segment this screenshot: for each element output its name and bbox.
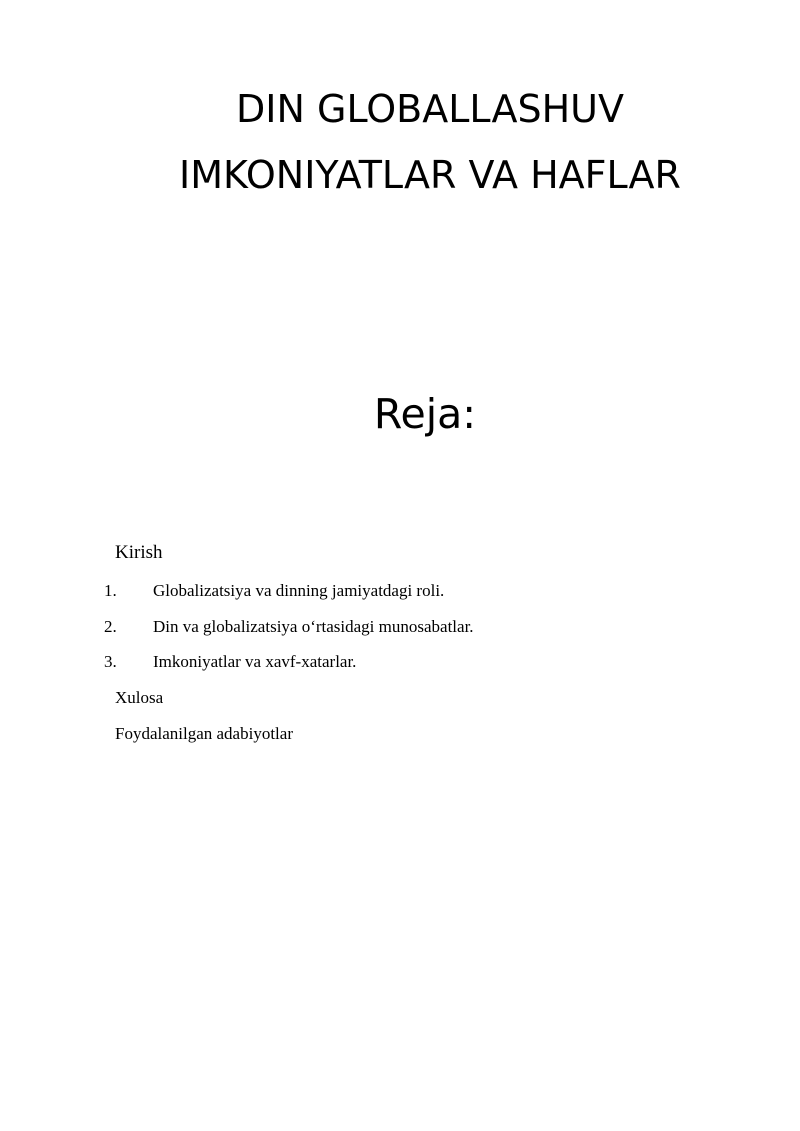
toc-item-number: 3. bbox=[104, 652, 117, 671]
toc-item bbox=[104, 652, 356, 672]
toc-references: Foydalanilgan adabiyotlar bbox=[115, 724, 293, 743]
title-line-1: DIN GLOBALLASHUV bbox=[236, 87, 624, 131]
toc-item-text: Din va globalizatsiya o‘rtasidagi munosabatlar. bbox=[153, 617, 474, 636]
toc-item bbox=[104, 617, 474, 637]
plan-heading: Reja: bbox=[373, 390, 477, 438]
title-line-2: IMKONIYATLAR VA HAFLAR bbox=[179, 153, 681, 197]
toc-intro: Kirish bbox=[115, 542, 163, 563]
toc-item bbox=[104, 581, 444, 601]
toc-conclusion: Xulosa bbox=[115, 688, 164, 707]
toc-item-text: Imkoniyatlar va xavf-xatarlar. bbox=[153, 652, 357, 671]
toc-item-number: 2. bbox=[104, 617, 117, 636]
document-title bbox=[100, 76, 760, 208]
toc-item-text: Globalizatsiya va dinning jamiyatdagi roli. bbox=[153, 581, 445, 600]
toc-item-number: 1. bbox=[104, 581, 117, 600]
